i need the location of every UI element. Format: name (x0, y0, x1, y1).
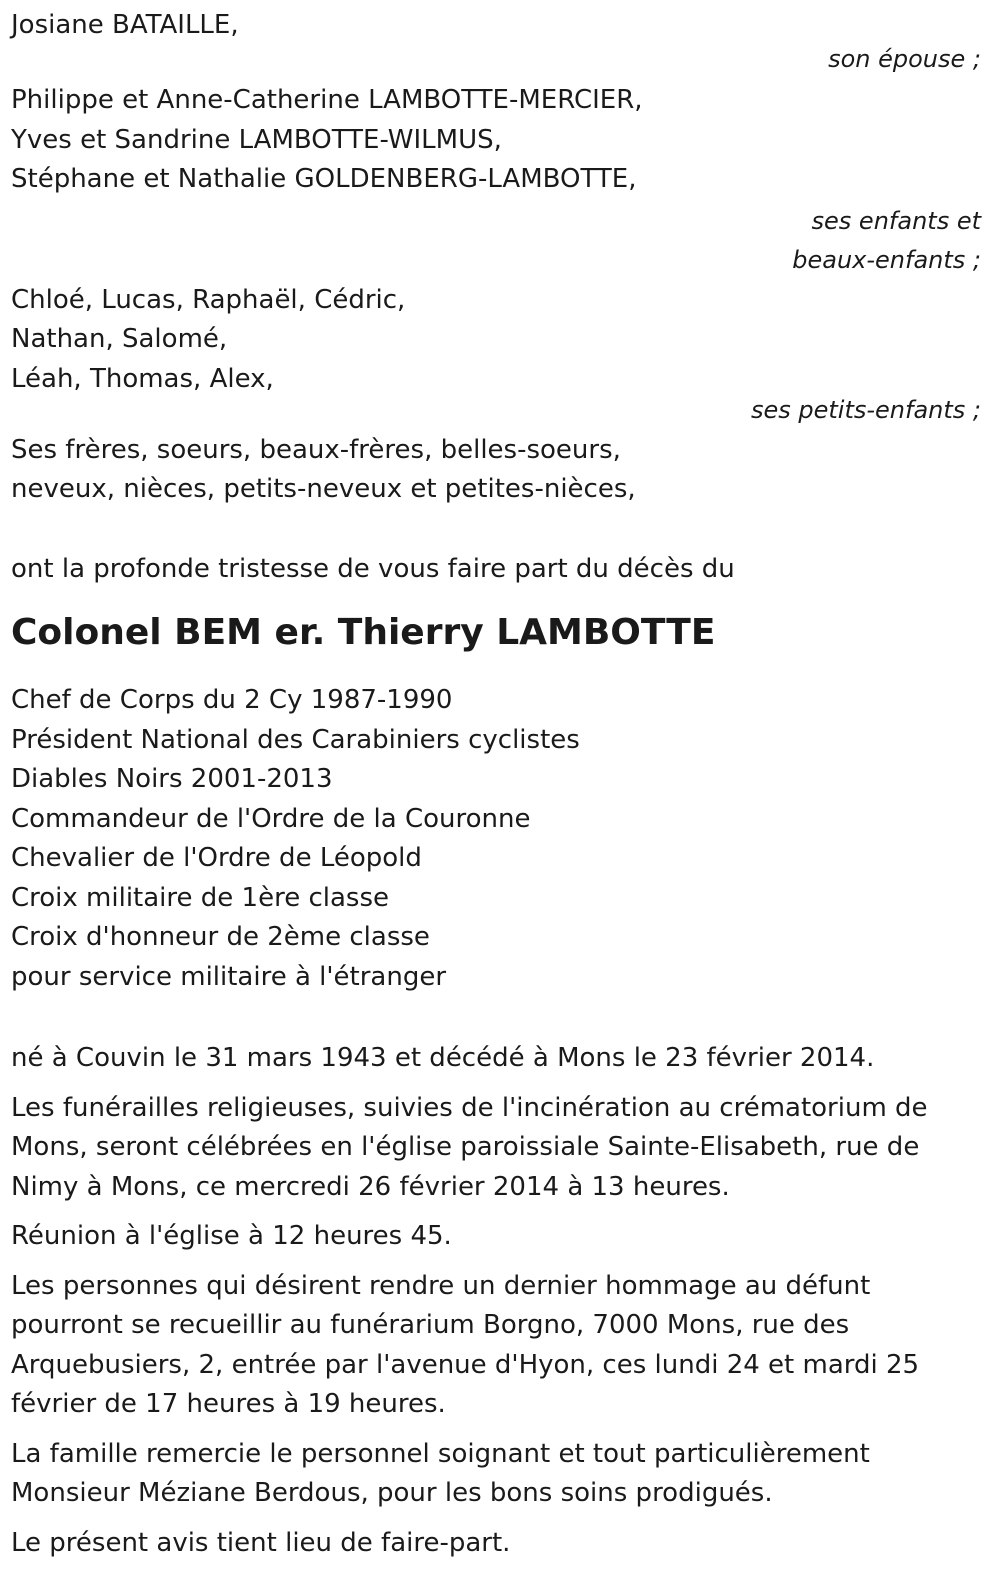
title-line: Chevalier de l'Ordre de Léopold (11, 843, 422, 873)
title-line: Diables Noirs 2001-2013 (11, 764, 333, 794)
visitation-line: Les personnes qui désirent rendre un dernier hommage au défunt (11, 1270, 871, 1301)
title-line: pour service militaire à l'étranger (11, 961, 447, 992)
funeral-line: Les funérailles religieuses, suivies de l'incinération au crématorium de (11, 1092, 928, 1123)
spouse-name: Josiane BATAILLE, (11, 10, 239, 40)
obituary-notice (11, 6, 981, 1563)
visitation-line: pourront se recueillir au funérarium Borgno, 7000 Mons, rue des (11, 1310, 850, 1340)
grandchildren-names: Chloé, Lucas, Raphaël, Cédric, (11, 284, 406, 315)
funeral-paragraph (11, 1089, 981, 1208)
relatives-line: Ses frères, soeurs, beaux-frères, belles-soeurs, (11, 434, 621, 465)
birth-death-text: né à Couvin le 31 mars 1943 et décédé à Mons le 23 février 2014. (11, 1043, 875, 1073)
grandchildren-names: Léah, Thomas, Alex, (11, 363, 274, 394)
title-line: Croix d'honneur de 2ème classe (11, 922, 430, 952)
title-line: Croix militaire de 1ère classe (11, 882, 390, 913)
children-role: beaux-enfants ; (792, 246, 981, 274)
child-couple: Philippe et Anne-Catherine LAMBOTTE-MERCIER, (11, 85, 643, 115)
announcement-text: ont la profonde tristesse de vous faire part du décès du (11, 553, 735, 584)
children-role: ses enfants et (811, 206, 981, 235)
child-couple: Yves et Sandrine LAMBOTTE-WILMUS, (11, 124, 502, 155)
closing-text: Le présent avis tient lieu de faire-part. (11, 1527, 511, 1558)
visitation-line: février de 17 heures à 19 heures. (11, 1389, 446, 1419)
funeral-line: Mons, seront célébrées en l'église paroissiale Sainte-Elisabeth, rue de (11, 1132, 920, 1162)
visitation-paragraph (11, 1267, 981, 1425)
thanks-line: Monsieur Méziane Berdous, pour les bons soins prodigués. (11, 1478, 773, 1508)
title-line: Chef de Corps du 2 Cy 1987-1990 (11, 685, 453, 715)
thanks-paragraph (11, 1435, 981, 1514)
title-line: Président National des Carabiniers cyclistes (11, 724, 580, 755)
relatives-line: neveux, nièces, petits-neveux et petites-nièces, (11, 474, 636, 504)
title-line: Commandeur de l'Ordre de la Couronne (11, 803, 531, 834)
child-couple: Stéphane et Nathalie GOLDENBERG-LAMBOTTE, (11, 164, 637, 194)
deceased-name: Colonel BEM er. Thierry LAMBOTTE (11, 612, 716, 653)
grandchildren-role: ses petits-enfants ; (750, 396, 981, 424)
grandchildren-names: Nathan, Salomé, (11, 324, 228, 354)
visitation-line: Arquebusiers, 2, entrée par l'avenue d'Hyon, ces lundi 24 et mardi 25 (11, 1349, 920, 1380)
funeral-line: Nimy à Mons, ce mercredi 26 février 2014 à 13 heures. (11, 1171, 730, 1202)
thanks-line: La famille remercie le personnel soignant et tout particulièrement (11, 1438, 870, 1469)
meeting-text: Réunion à l'église à 12 heures 45. (11, 1221, 452, 1251)
spouse-role: son épouse ; (828, 44, 981, 73)
